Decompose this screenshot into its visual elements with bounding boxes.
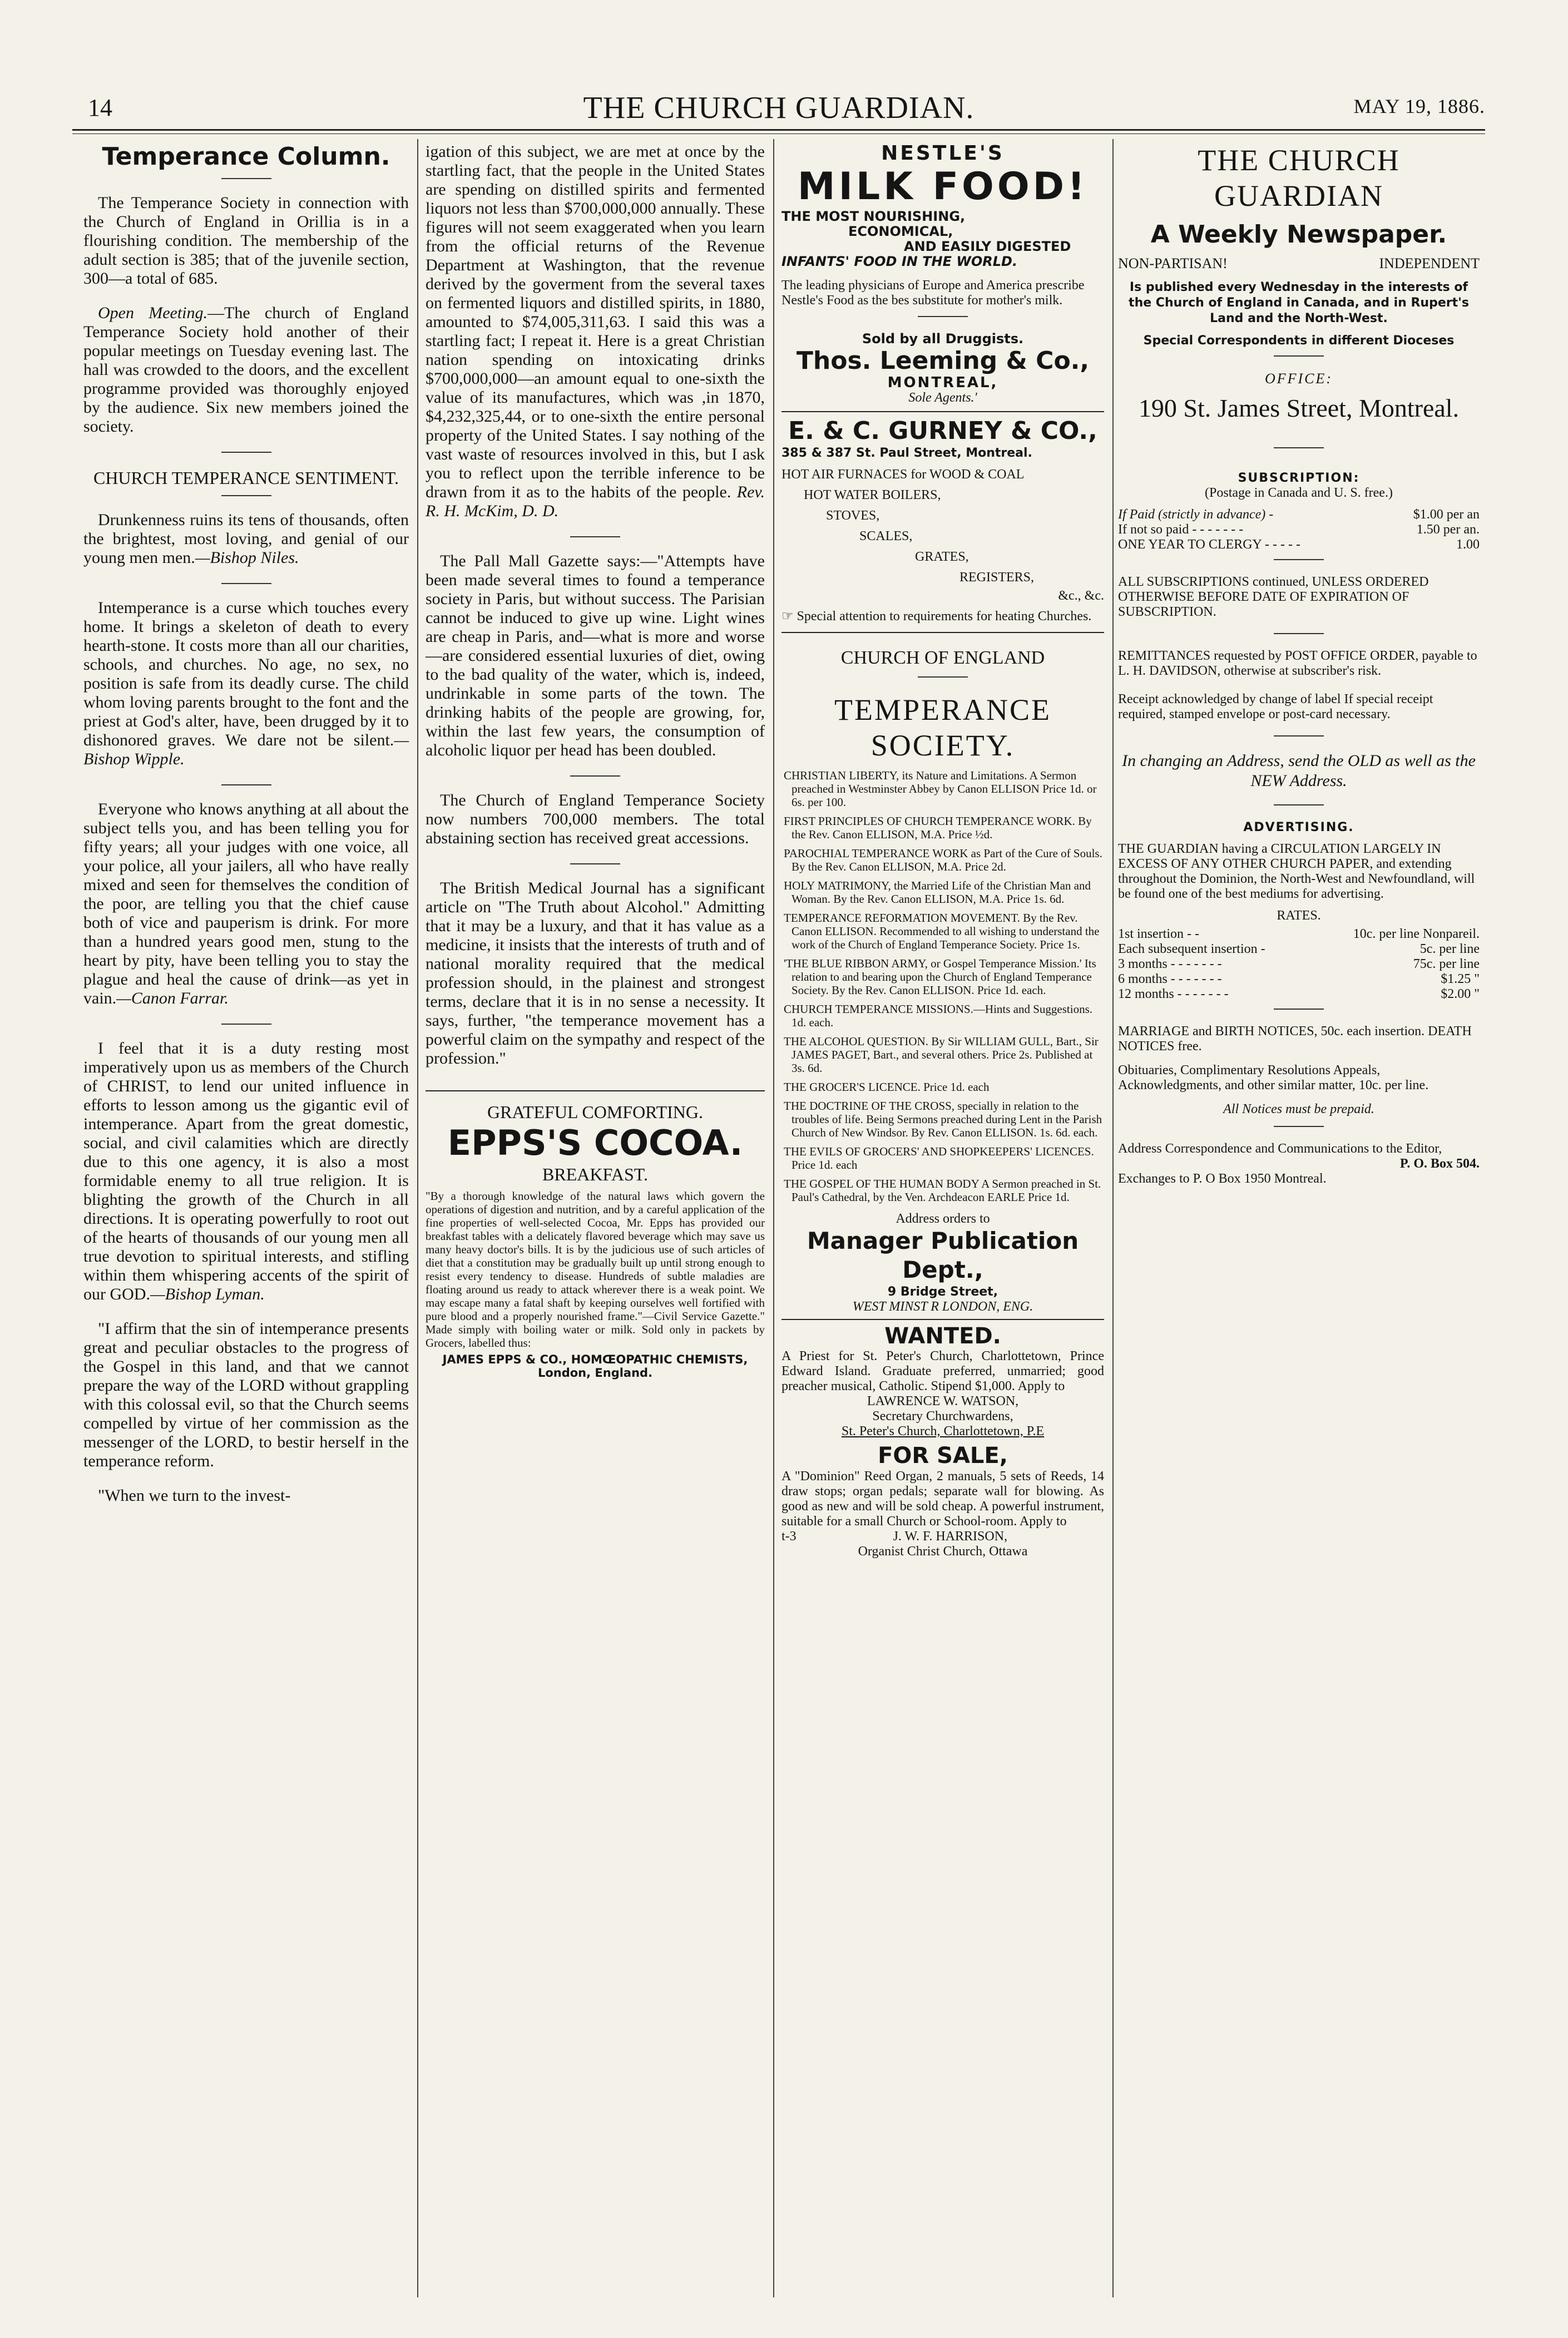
ad-rate-label: 1st insertion - - [1118, 927, 1199, 941]
epps-cocoa-ad [426, 1090, 765, 1385]
list-item: THE DOCTRINE OF THE CROSS, specially in relation to the troubles of life. Being Sermons preached during Lent in the Parish Church of New Windsor. By Rev. Canon ELLISON. 1s. 6d. each. [784, 1099, 1102, 1139]
list-item: THE GROCER'S LICENCE. Price 1d. each [784, 1080, 990, 1094]
nestle-line: THE MOST NOURISHING, [781, 209, 966, 224]
rate-row [1118, 522, 1480, 537]
list-item: THE GOSPEL OF THE HUMAN BODY A Sermon preached in St. Paul's Cathedral, by the Ven. Archdeacon EARLE Price 1d. [784, 1177, 1101, 1204]
article-paragraph: The Temperance Society in connection with the Church of England in Orillia is in a flourishing condition. The membership of the adult section is 385; that of the juvenile section, 300—a total of 685. [83, 194, 409, 288]
quote-paragraph [83, 599, 409, 769]
article-paragraph [426, 142, 765, 521]
ad-title: EPPS'S COCOA. [447, 1123, 743, 1163]
receipt-note: Receipt acknowledged by change of label If special receipt required, stamped envelope or post-card necessary. [1118, 692, 1433, 721]
sale-name: J. W. F. HARRISON, [893, 1529, 1008, 1544]
quote-text: I feel that it is a duty resting most imperatively upon us as members of the Church of CHRIST, to lend our united influence in efforts to lesson among us the gigantic evil of intemperance. Apart from the great domestic, social, and civil calamities which are directly due to this one agency, it is also a most formidable enemy to all true religion. It is blighting the growth of the Church in all directions. It is operating powerfully to root out of the hearts of thousands of our young men all true devotion to spiritual interests, and stifling within them whispering accents of the spirit of our GOD. [83, 1039, 409, 1303]
rate-label: ONE YEAR TO CLERGY - - - - - [1118, 537, 1300, 552]
nestle-agents: Sole Agents.' [908, 391, 977, 405]
rate-value: $1.00 per an [1413, 507, 1480, 522]
ad-rate-value: 10c. per line Nonpareil. [1353, 927, 1480, 941]
subscription-heading: SUBSCRIPTION: [1238, 471, 1360, 485]
gurney-item: SCALES, [859, 529, 913, 543]
prepaid-note: All Notices must be prepaid. [1223, 1102, 1374, 1116]
masthead-rule [72, 129, 1485, 131]
list-item: THE ALCOHOL QUESTION. By Sir WILLIAM GULL, Bart., Sir JAMES PAGET, Bart., and several others. Price 2s. Published at 3s. 6d. [784, 1035, 1099, 1075]
pointing-hand-icon: ☞ [781, 609, 797, 624]
divider [1274, 559, 1324, 560]
article-paragraph: "When we turn to the invest- [98, 1486, 291, 1505]
gurney-note [781, 609, 1104, 624]
divider [1274, 1009, 1324, 1010]
column-advertisements [781, 142, 1104, 1559]
correspondents-note: Special Correspondents in different Dioceses [1143, 334, 1455, 348]
manager-address: 9 Bridge Street, [887, 1285, 998, 1299]
divider [1274, 804, 1324, 805]
sale-title: FOR SALE, [878, 1443, 1008, 1469]
list-item: THE EVILS OF GROCERS' AND SHOPKEEPERS' LICENCES. Price 1d. each [784, 1145, 1094, 1172]
masthead [72, 88, 1485, 127]
nestle-city: MONTREAL, [887, 374, 998, 391]
gurney-item: STOVES, [826, 508, 880, 523]
column-guardian-info [1118, 142, 1480, 1187]
nestle-line: AND EASILY DIGESTED [904, 239, 1071, 254]
divider [918, 676, 968, 678]
divider [1274, 1126, 1324, 1127]
divider [221, 495, 271, 496]
column-temperance [83, 142, 409, 1521]
column-divider [773, 139, 774, 2297]
ad-rate-value: $2.00 " [1441, 987, 1480, 1001]
list-item: CHRISTIAN LIBERTY, its Nature and Limitations. A Sermon preached in Westminster Abbey by Canon ELLISON Price 1d. or 6s. per 100. [784, 769, 1097, 809]
nestle-title: MILK FOOD! [797, 165, 1089, 209]
quote-text: Intemperance is a curse which touches every home. It brings a skeleton of death to every hearth-stone. It costs more than all our charities, schools, and churches. No age, no sex, no position is safe from its deadly curse. The child whom loving parents brought to the font and the priest at God's alter, have, been drugged by it to dishonored graves. We dare not be silent. [83, 599, 409, 749]
quote-text: Drunkenness ruins its tens of thousands, often the brightest, most loving, and genial of our young men men. [83, 511, 409, 567]
article-paragraph: The British Medical Journal has a significant article on "The Truth about Alcohol." Admitting that it may be a luxury, and that it has value as a medicine, it insists that the interests of truth and of national morality required that the medical profession should, in the plainest and strongest terms, declare that it is in no sense a necessity. It says, further, "the temperance movement has a powerful claim on the sympathy and respect of the profession." [426, 879, 765, 1067]
guardian-publication-note: Is published every Wednesday in the interests of the Church of England in Canada, and in Rupert's Land and the North-West. [1129, 280, 1469, 325]
quote-paragraph [83, 511, 409, 567]
tagline-left: NON-PARTISAN! [1118, 255, 1228, 271]
subheading: CHURCH TEMPERANCE SENTIMENT. [93, 468, 399, 488]
article-paragraph: The Church of England Temperance Society now numbers 700,000 members. The total abstaining section has received great accessions. [426, 791, 765, 847]
ad-subtitle: BREAKFAST. [542, 1164, 648, 1184]
quote-attribution: —Bishop Lyman. [150, 1285, 265, 1303]
list-item: CHURCH TEMPERANCE MISSIONS.—Hints and Suggestions. 1d. each. [784, 1002, 1093, 1029]
wanted-name: LAWRENCE W. WATSON, [867, 1394, 1019, 1408]
sale-ref: t-3 [781, 1529, 797, 1544]
quote-attribution: —Bishop Niles. [195, 548, 299, 567]
article-paragraph [83, 304, 409, 436]
divider [570, 775, 620, 777]
divider [221, 1024, 271, 1025]
nestle-brand: NESTLE'S [881, 142, 1005, 165]
rate-value: 1.00 [1456, 537, 1480, 552]
quote-attribution: —Bishop Wipple. [83, 731, 409, 768]
exchanges-note: Exchanges to P. O Box 1950 Montreal. [1118, 1172, 1327, 1186]
nestle-sold: Sold by all Druggists. [862, 331, 1024, 347]
society-title: TEMPERANCE SOCIETY. [834, 693, 1052, 762]
quote-paragraph [83, 1039, 409, 1304]
divider [221, 178, 271, 179]
ad-tagline: GRATEFUL COMFORTING. [487, 1102, 704, 1122]
society-heading: CHURCH OF ENGLAND [840, 647, 1045, 668]
sale-text: A "Dominion" Reed Organ, 2 manuals, 5 sets of Reeds, 14 draw stops; organ pedals; separate wall for blowing. As good as new and will be sold cheap. A powerful instrument, suitable for a small Church or School-room. Apply to [781, 1469, 1104, 1529]
wanted-text: A Priest for St. Peter's Church, Charlottetown, Prince Edward Island. Graduate preferred, unmarried; good preacher musical, Catholic. Stipend $1,000. Apply to [781, 1349, 1104, 1393]
ad-rate-row [1118, 942, 1480, 957]
obituaries-note: Obituaries, Complimentary Resolutions Appeals, Acknowledgments, and other similar matter, 10c. per line. [1118, 1063, 1429, 1093]
remittances-note: REMITTANCES requested by POST OFFICE ORDER, payable to L. H. DAVIDSON, otherwise at subscriber's risk. [1118, 649, 1477, 678]
rates-heading: RATES. [1277, 908, 1321, 923]
gurney-item: GRATES, [915, 550, 969, 564]
publication-list [781, 769, 1104, 1204]
ad-rate-label: 12 months - - - - - - - [1118, 987, 1229, 1001]
gurney-ad [781, 411, 1104, 633]
rate-label: If Paid (strictly in advance) - [1118, 507, 1274, 522]
ad-rate-value: 5c. per line [1419, 942, 1480, 956]
gurney-title: E. & C. GURNEY & CO., [788, 417, 1097, 445]
guardian-subtitle: A Weekly Newspaper. [1150, 220, 1447, 249]
quote-attribution: Rev. R. H. McKim, D. D. [426, 483, 765, 520]
ad-footer: JAMES EPPS & CO., HOMŒOPATHIC CHEMISTS, London, England. [442, 1353, 748, 1380]
guardian-tagline [1118, 256, 1480, 271]
page-number: 14 [88, 94, 112, 121]
gurney-note-text: Special attention to requirements for heating Churches. [797, 609, 1092, 624]
divider [918, 316, 968, 317]
ad-rate-label: Each subsequent insertion - [1118, 942, 1265, 956]
marriage-notices: MARRIAGE and BIRTH NOTICES, 50c. each insertion. DEATH NOTICES free. [1118, 1024, 1472, 1054]
column-divider [417, 139, 418, 2297]
ad-body: "By a thorough knowledge of the natural laws which govern the operations of digestion and nutrition, and by a careful application of the fine properties of well-selected Cocoa, Mr. Epps has provided our breakfast tables with a delicately flavored beverage which may save us many heavy doctor's bills. It is by the judicious use of such articles of diet that a constitution may be gradually built up until strong enough to resist every tendency to disease. Hundreds of subtle maladies are floating around us ready to attack wherever there is a weak point. We may escape many a fatal shaft by keeping ourselves well fortified with pure blood and a properly nourished frame."—Civil Service Gazette." Made simply with boiling water or milk. Sold only in packets by Grocers, labelled thus: [426, 1189, 765, 1350]
change-address-note: In changing an Address, send the OLD as well as the NEW Address. [1122, 752, 1476, 790]
divider [570, 863, 620, 864]
divider [1274, 355, 1324, 357]
ad-rate-row [1118, 927, 1480, 942]
article-paragraph: The Pall Mall Gazette says:—"Attempts have been made several times to found a temperance society in Paris, but without success. The Parisian cannot be induced to give up wine. Light wines are cheap in Paris, and—what is more and worse—are considered essential luxuries of diet, owing to the bad quality of the water, which is, indeed, undrinkable in some parts of the town. The drinking habits of the people are growing, for, within the last few years, the consumption of alcoholic liquor per head has been doubled. [426, 552, 765, 759]
gurney-item: HOT WATER BOILERS, [804, 488, 941, 502]
manager-title: Manager Publication Dept., [807, 1227, 1079, 1283]
ad-rate-row [1118, 957, 1480, 972]
gurney-item: REGISTERS, [959, 570, 1035, 585]
ad-rate-value: $1.25 " [1441, 972, 1480, 986]
office-address: 190 St. James Street, Montreal. [1138, 394, 1460, 422]
list-item: HOLY MATRIMONY, the Married Life of the Christian Man and Woman. By the Rev. Canon ELLISON, M.A. Price 1s. 6d. [784, 879, 1091, 906]
rate-value: 1.50 per an. [1416, 522, 1480, 537]
column-articles [426, 142, 765, 1385]
divider [1274, 735, 1324, 737]
column-divider [1112, 139, 1114, 2297]
list-item: PAROCHIAL TEMPERANCE WORK as Part of the Cure of Souls. By the Rev. Canon ELLISON, M.A. Price 2d. [784, 847, 1102, 873]
office-label: OFFICE: [1264, 370, 1333, 387]
paragraph-text: igation of this subject, we are met at once by the startling fact, that the people in the United States are spending on distilled spirits and fermented liquors not less than $700,000,000 annually. These figures will not seem exaggerated when you learn from the official returns of the Revenue Department at Washington, that the revenue derived by the goverment from the several taxes on fermented liquors and distilled spirits, in 1880, amounted to $74,005,311,63. I said this was a startling fact; I repeat it. Here is a great Christian nation spending on intoxicating drinks $700,000,000—an amount equal to one-sixth the value of its manufactures, which was ,in 1870, $4,232,325,44, or to one-sixth the entire personal property of the United States. I say nothing of the vast waste of resources involved in this, but I ask you to reflect upon the terrible inference to be drawn from it as to the habits of the people. [426, 142, 765, 501]
wanted-title: WANTED. [884, 1323, 1001, 1349]
paragraph-text: —The church of England Temperance Society hold another of their popular meetings on Tuesday evening last. The hall was crowded to the doors, and the excellent programme provided was thoroughly enjoyed by the audience. Six new members joined the society. [83, 304, 409, 436]
gurney-item: &c., &c. [1058, 589, 1104, 603]
article-paragraph: "I affirm that the sin of intemperance presents great and peculiar obstacles to the progress of the Gospel in this land, and that we cannot prepare the way of the LORD without grappling with this colossal evil, so that the Church seems compelled by virtue of her commission as the messenger of the LORD, to bestir herself in the temperance reform. [83, 1319, 409, 1470]
manager-city: WEST MINST R LONDON, ENG. [852, 1299, 1033, 1314]
advertising-heading: ADVERTISING. [1243, 820, 1354, 834]
nestle-line: INFANTS' FOOD IN THE WORLD. [781, 254, 1018, 269]
orders-label: Address orders to [896, 1212, 990, 1226]
wanted-ad [781, 1319, 1104, 1439]
list-item: 'THE BLUE RIBBON ARMY, or Gospel Temperance Mission.' Its relation to and bearing upon the Church of England Temperance Society. By the Rev. Canon ELLISON. Price 1d. each. [784, 957, 1096, 997]
divider [1274, 633, 1324, 634]
guardian-title: THE CHURCH GUARDIAN [1198, 144, 1400, 212]
ad-rate-row [1118, 987, 1480, 1002]
list-item: TEMPERANCE REFORMATION MOVEMENT. By the Rev. Canon ELLISON. Recommended to all wishing to understand the work of the Church of England Temperance Society. Price 1s. [784, 911, 1100, 951]
section-heading: Temperance Column. [102, 142, 390, 171]
ad-rate-label: 6 months - - - - - - - [1118, 972, 1222, 986]
newspaper-title: THE CHURCH GUARDIAN. [583, 91, 975, 125]
subscriptions-continued: ALL SUBSCRIPTIONS continued, UNLESS ORDERED OTHERWISE BEFORE DATE OF EXPIRATION OF SUBSCRIPTION. [1118, 575, 1429, 619]
gurney-address: 385 & 387 St. Paul Street, Montreal. [781, 446, 1032, 460]
tagline-right: INDEPENDENT [1379, 255, 1480, 271]
wanted-role: Secretary Churchwardens, [872, 1409, 1013, 1423]
rate-row [1118, 537, 1480, 552]
divider [1274, 447, 1324, 448]
issue-date: MAY 19, 1886. [1353, 95, 1485, 117]
rate-row [1118, 507, 1480, 522]
divider [570, 536, 620, 537]
nestle-firm: Thos. Leeming & Co., [796, 347, 1090, 375]
rate-label: If not so paid - - - - - - - [1118, 522, 1244, 537]
sale-role: Organist Christ Church, Ottawa [858, 1544, 1028, 1559]
wanted-place: St. Peter's Church, Charlottetown, P.E [841, 1424, 1045, 1439]
ad-rate-label: 3 months - - - - - - - [1118, 957, 1222, 971]
gurney-item: HOT AIR FURNACES for WOOD & COAL [781, 467, 1025, 482]
postage-note: (Postage in Canada and U. S. free.) [1205, 486, 1393, 500]
advertising-text: THE GUARDIAN having a CIRCULATION LARGELY IN EXCESS OF ANY OTHER CHURCH PAPER, and extending throughout the Dominion, the North-West and Newfoundland, will be found one of the best mediums for advertising. [1118, 842, 1475, 901]
po-box: P. O. Box 504. [1399, 1156, 1480, 1171]
divider [221, 583, 271, 584]
quote-paragraph [83, 800, 409, 1008]
quote-text: Everyone who knows anything at all about the subject tells you, and has been telling you for fifty years; all your judges with one voice, all your police, all your jailers, all who have really mixed and seen for themselves the condition of the poor, are telling you that the chief cause both of vice and pauperism is drink. For more than a hundred years good men, stung to the heart by pity, have been telling you to stay the plague and heal the cause of drink—as yet in vain. [83, 800, 409, 1007]
divider [221, 452, 271, 453]
list-item: FIRST PRINCIPLES OF CHURCH TEMPERANCE WORK. By the Rev. Canon ELLISON, M.A. Price ½d. [784, 814, 1092, 841]
nestle-text: The leading physicians of Europe and America prescribe Nestle's Food as the bes substitute for mother's milk. [781, 278, 1085, 308]
ad-rate-value: 75c. per line [1413, 957, 1480, 971]
run-in-heading: Open Meeting. [98, 304, 208, 322]
sale-contact [781, 1529, 1104, 1544]
quote-attribution: —Canon Farrar. [116, 989, 229, 1007]
ad-rate-row [1118, 972, 1480, 987]
address-note: Address Correspondence and Communications to the Editor, [1118, 1141, 1442, 1156]
divider [221, 784, 271, 785]
nestle-line: ECONOMICAL, [848, 224, 953, 239]
